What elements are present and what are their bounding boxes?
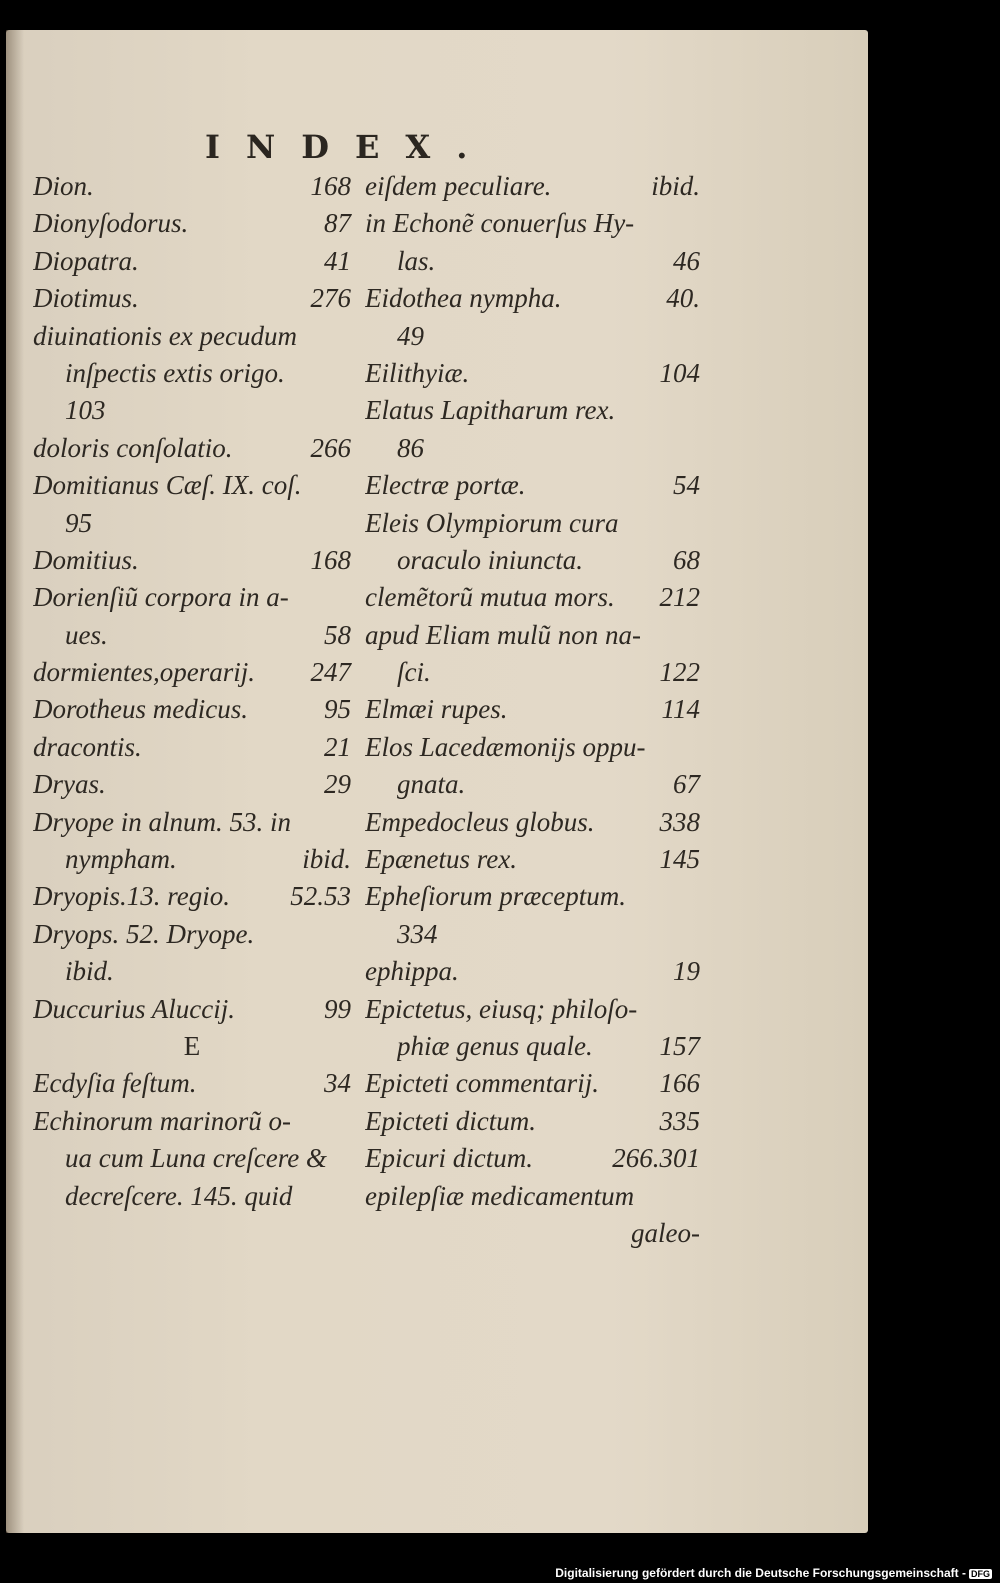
index-entry-text: dormientes,operarij.	[33, 657, 255, 688]
index-entry-text: Duccurius Aluccij.	[33, 993, 235, 1024]
index-entry-text: Diotimus.	[33, 283, 139, 314]
index-entry-page-number: 157	[659, 1030, 700, 1061]
index-entry	[33, 505, 351, 542]
index-entry	[365, 430, 700, 467]
index-entry-text: apud Eliam mulũ non na-	[365, 619, 641, 650]
index-entry	[365, 280, 700, 317]
index-entry	[33, 729, 351, 766]
index-entry-text: ues.	[65, 619, 108, 650]
index-entry	[33, 1178, 351, 1215]
index-entry	[365, 766, 700, 803]
index-entry-text: oraculo iniuncta.	[397, 544, 583, 575]
index-entry	[365, 691, 700, 728]
index-entry-text: diuinationis ex pecudum	[33, 320, 297, 351]
index-entry-text: Elatus Lapitharum rex.	[365, 395, 616, 426]
index-entry	[33, 1140, 351, 1177]
index-entry-page-number: ibid.	[651, 171, 700, 201]
index-entry	[33, 392, 351, 429]
index-entry-text: Dryope in alnum. 53. in	[33, 806, 291, 837]
index-entry-page-number: 335	[659, 1105, 700, 1136]
index-entry-page-number: 29	[324, 769, 351, 800]
index-entry-text: Eidothea nympha.	[365, 283, 562, 314]
index-entry-text: dracontis.	[33, 731, 142, 762]
index-entry	[365, 505, 700, 542]
index-entry-text: Dionyſodorus.	[33, 208, 189, 239]
index-entry	[33, 916, 351, 953]
index-entry	[365, 392, 700, 429]
index-entry-page-number: 67	[673, 769, 700, 800]
index-entry	[365, 355, 700, 392]
index-entry-page-number: 166	[659, 1068, 700, 1099]
index-entry-text: gnata.	[397, 769, 466, 800]
index-entry-text: Epicteti commentarij.	[365, 1068, 599, 1099]
index-entry	[365, 1028, 700, 1065]
index-entry-page-number: 58	[324, 619, 351, 650]
index-entry	[33, 617, 351, 654]
index-entry	[365, 1065, 700, 1102]
index-entry-page-number: 54	[673, 470, 700, 501]
index-entry-page-number: 99	[324, 993, 351, 1024]
index-entry-text: E	[183, 1030, 201, 1061]
index-entry-page-number: 21	[324, 731, 351, 762]
index-entry	[33, 318, 351, 355]
index-entry	[365, 804, 700, 841]
index-entry-text: Dion.	[33, 171, 94, 201]
index-entry-text: ephippa.	[365, 956, 459, 987]
index-entry-page-number: 19	[673, 956, 700, 987]
index-entry	[365, 579, 700, 616]
index-entry-text: Empedocleus globus.	[365, 806, 595, 837]
index-entry-page-number: 276	[310, 283, 351, 314]
index-entry	[365, 729, 700, 766]
index-entry	[365, 542, 700, 579]
index-entry-text: 103	[65, 395, 106, 426]
index-entry-text: Electræ portæ.	[365, 470, 526, 501]
index-entry	[365, 243, 700, 280]
index-entry-text: 95	[65, 507, 92, 538]
index-entry	[33, 205, 351, 242]
index-entry-text: 49	[397, 320, 424, 351]
index-entry-page-number: 114	[661, 694, 700, 725]
index-entry-page-number: 122	[659, 657, 700, 688]
index-entry-text: Echinorum marinorũ o-	[33, 1105, 291, 1136]
index-entry	[365, 168, 700, 205]
index-entry	[33, 1065, 351, 1102]
index-entry-text: 86	[397, 432, 424, 463]
index-entry	[365, 953, 700, 990]
index-entry	[365, 318, 700, 355]
index-entry	[365, 467, 700, 504]
index-entry-text: doloris conſolatio.	[33, 432, 233, 463]
index-entry	[33, 467, 351, 504]
footer-credit-text: Digitalisierung gefördert durch die Deutsche Forschungsgemeinschaft -	[555, 1566, 966, 1580]
index-entry	[33, 243, 351, 280]
index-entry-text: Epænetus rex.	[365, 844, 517, 875]
index-entry-page-number: 52.53	[290, 881, 351, 912]
index-entry-text: Dryops. 52. Dryope.	[33, 918, 255, 949]
index-entry-page-number: 41	[324, 245, 351, 276]
index-entry	[365, 1178, 700, 1215]
index-entry	[33, 691, 351, 728]
index-entry	[365, 991, 700, 1028]
index-entry-page-number: 68	[673, 544, 700, 575]
index-entry	[33, 766, 351, 803]
index-entry	[33, 280, 351, 317]
index-entry-page-number: 87	[324, 208, 351, 239]
index-entry-page-number: 266	[310, 432, 351, 463]
index-entry-text: Elos Lacedæmonijs oppu-	[365, 731, 646, 762]
index-entry	[33, 579, 351, 616]
index-entry-text: Domitius.	[33, 544, 139, 575]
index-entry-text: Ecdyſia feſtum.	[33, 1068, 197, 1099]
index-entry	[365, 878, 700, 915]
index-entry-page-number: 247	[310, 657, 351, 688]
index-entry	[33, 1103, 351, 1140]
index-entry-page-number: ibid.	[302, 844, 351, 875]
index-entry	[33, 804, 351, 841]
index-column-right	[365, 168, 700, 1252]
index-entry-text: Epheſiorum præceptum.	[365, 881, 626, 912]
index-entry-text: phiæ genus quale.	[397, 1030, 593, 1061]
index-entry-text: clemẽtorũ mutua mors.	[365, 582, 615, 613]
index-entry-text: nympham.	[65, 844, 177, 875]
index-entry	[33, 430, 351, 467]
footer-credit	[555, 1566, 992, 1580]
index-entry	[33, 168, 351, 205]
index-entry-page-number: 168	[310, 544, 351, 575]
dfg-logo: DFG	[971, 1569, 990, 1579]
index-entry-page-number: 266.301	[612, 1143, 700, 1174]
index-entry-page-number: 40.	[666, 283, 700, 314]
index-entry	[365, 916, 700, 953]
index-entry	[33, 654, 351, 691]
running-head: INDEX.	[205, 128, 494, 166]
index-entry-text: eiſdem peculiare.	[365, 171, 552, 201]
index-entry-text: epilepſiæ medicamentum	[365, 1180, 635, 1211]
index-entry	[33, 841, 351, 878]
index-entry	[33, 878, 351, 915]
index-entry-page-number: 212	[659, 582, 700, 613]
index-entry-page-number: 168	[310, 171, 351, 201]
index-entry-text: ibid.	[65, 956, 114, 987]
page-gutter-shadow	[6, 30, 24, 1533]
index-entry	[33, 542, 351, 579]
index-entry	[365, 841, 700, 878]
index-entry-text: Dryas.	[33, 769, 106, 800]
index-entry-text: Eilithyiæ.	[365, 357, 470, 388]
index-entry	[365, 1215, 700, 1252]
index-entry-text: galeo-	[631, 1217, 700, 1248]
index-column-left	[33, 168, 351, 1215]
index-entry-text: Dorotheus medicus.	[33, 694, 248, 725]
index-entry	[33, 1028, 351, 1065]
index-entry-page-number: 104	[659, 357, 700, 388]
index-entry-text: Epicuri dictum.	[365, 1143, 533, 1174]
index-entry-text: Epicteti dictum.	[365, 1105, 536, 1136]
index-entry	[33, 953, 351, 990]
index-entry-page-number: 338	[659, 806, 700, 837]
index-entry-text: Elmæi rupes.	[365, 694, 508, 725]
index-entry-text: las.	[397, 245, 436, 276]
index-entry-text: in Echonẽ conuerſus Hy-	[365, 208, 635, 239]
index-entry	[365, 617, 700, 654]
index-entry-text: ſci.	[397, 657, 431, 688]
index-entry-page-number: 95	[324, 694, 351, 725]
index-entry	[365, 205, 700, 242]
index-entry-page-number: 46	[673, 245, 700, 276]
index-entry-text: Dryopis.13. regio.	[33, 881, 230, 912]
index-entry	[33, 991, 351, 1028]
index-entry-text: Domitianus Cæſ. IX. coſ.	[33, 470, 302, 501]
index-entry-text: Dorienſiũ corpora in a-	[33, 582, 289, 613]
index-entry-text: decreſcere. 145. quid	[65, 1180, 293, 1211]
index-entry	[365, 1103, 700, 1140]
index-entry	[365, 1140, 700, 1177]
index-entry-text: Diopatra.	[33, 245, 139, 276]
index-entry-page-number: 34	[324, 1068, 351, 1099]
index-entry-text: 334	[397, 918, 438, 949]
index-entry	[33, 355, 351, 392]
index-entry-text: inſpectis extis origo.	[65, 357, 285, 388]
index-entry	[365, 654, 700, 691]
index-entry-page-number: 145	[659, 844, 700, 875]
index-entry-text: Eleis Olympiorum cura	[365, 507, 619, 538]
index-entry-text: ua cum Luna creſcere &	[65, 1143, 327, 1174]
index-entry-text: Epictetus, eiusq; philoſo-	[365, 993, 638, 1024]
